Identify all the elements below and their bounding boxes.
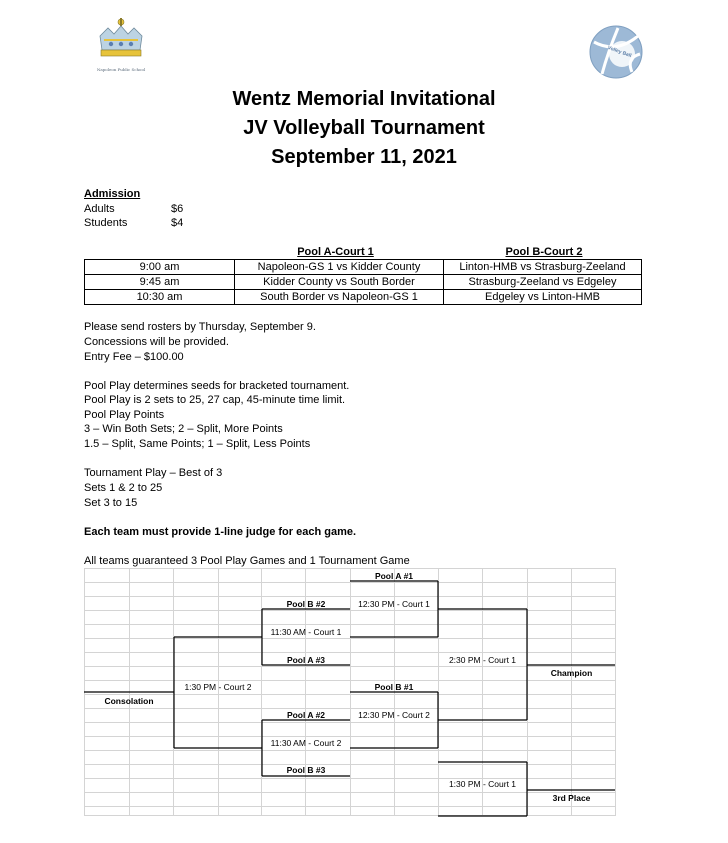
note-pool-points: Pool Play Points [84, 409, 165, 421]
admission-adults-label: Adults [84, 203, 115, 215]
note-points-1: 3 – Win Both Sets; 2 – Split, More Points [84, 423, 283, 435]
title-line-3: September 11, 2021 [271, 146, 457, 168]
pool-b-match: Edgeley vs Linton-HMB [444, 290, 642, 305]
admission-heading: Admission [84, 188, 141, 200]
note-line-judge: Each team must provide 1-line judge for each game. [84, 526, 357, 538]
pool-b-match: Linton-HMB vs Strasburg-Zeeland [444, 260, 642, 275]
bracket-court-1230-2: 12:30 PM - Court 2 [358, 710, 430, 720]
note-pool-seeds: Pool Play determines seeds for bracketed tournament. [84, 380, 350, 392]
bracket-pool-a3: Pool A #3 [286, 655, 326, 665]
bracket-consolation: Consolation [104, 696, 154, 706]
note-entry-fee: Entry Fee – $100.00 [84, 351, 184, 363]
title-line-1: Wentz Memorial Invitational [232, 88, 496, 110]
bracket-court-130-1: 1:30 PM - Court 1 [448, 779, 517, 789]
bracket-pool-b2: Pool B #2 [286, 599, 326, 609]
admission-students-price: $4 [171, 217, 184, 229]
bracket-pool-b1: Pool B #1 [374, 682, 414, 692]
note-rosters: Please send rosters by Thursday, September 9. [84, 321, 316, 333]
school-logo-caption: Napoleon Public School [96, 67, 146, 72]
admission-adults-price: $6 [171, 203, 184, 215]
bracket-pool-a1: Pool A #1 [374, 571, 414, 581]
pool-b-header: Pool B-Court 2 [505, 246, 583, 258]
time-cell: 9:00 am [85, 260, 235, 275]
admission-students-label: Students [84, 217, 128, 229]
bracket-court-1130-1: 11:30 AM - Court 1 [270, 627, 342, 637]
bracket-court-230-1: 2:30 PM - Court 1 [448, 655, 517, 665]
note-pool-sets: Pool Play is 2 sets to 25, 27 cap, 45-minute time limit. [84, 394, 346, 406]
volleyball-logo-text: Volley Ball [606, 44, 633, 60]
note-tournament-play: Tournament Play – Best of 3 [84, 467, 223, 479]
note-sets-1-2: Sets 1 & 2 to 25 [84, 482, 163, 494]
bracket-court-1130-2: 11:30 AM - Court 2 [270, 738, 342, 748]
bracket-champion: Champion [550, 668, 593, 678]
title-line-2: JV Volleyball Tournament [243, 117, 485, 139]
pool-a-match: South Border vs Napoleon-GS 1 [235, 290, 444, 305]
pool-b-match: Strasburg-Zeeland vs Edgeley [444, 275, 642, 290]
note-concessions: Concessions will be provided. [84, 336, 229, 348]
bracket-pool-b3: Pool B #3 [286, 765, 326, 775]
bracket-pool-a2: Pool A #2 [286, 710, 326, 720]
time-cell: 9:45 am [85, 275, 235, 290]
bracket-court-130-2: 1:30 PM - Court 2 [184, 682, 252, 692]
pool-a-match: Napoleon-GS 1 vs Kidder County [235, 260, 444, 275]
pool-a-header: Pool A-Court 1 [297, 246, 374, 258]
note-set-3: Set 3 to 15 [84, 497, 138, 509]
pool-a-match: Kidder County vs South Border [235, 275, 444, 290]
bracket-court-1230-1: 12:30 PM - Court 1 [358, 599, 430, 609]
time-cell: 10:30 am [85, 290, 235, 305]
bracket-third-place: 3rd Place [552, 793, 591, 803]
note-guarantee: All teams guaranteed 3 Pool Play Games and 1 Tournament Game [84, 555, 410, 567]
note-points-2: 1.5 – Split, Same Points; 1 – Split, Less Points [84, 438, 311, 450]
